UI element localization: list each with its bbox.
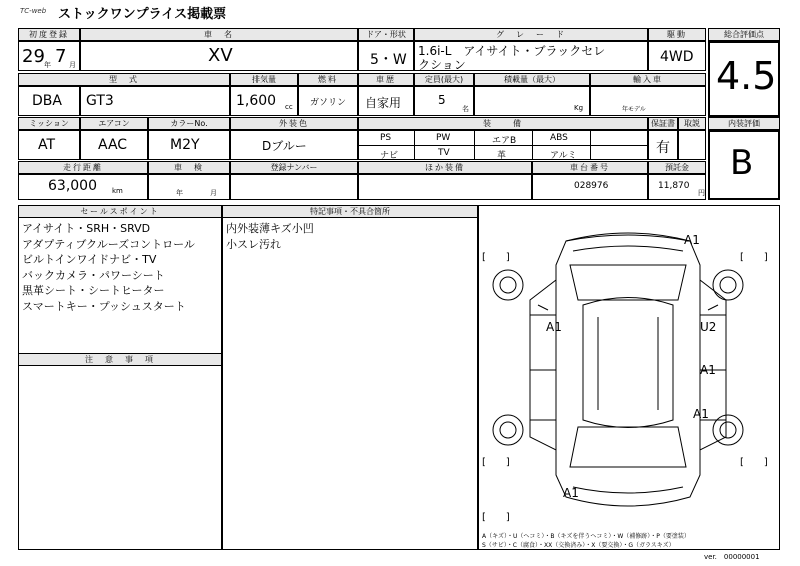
mileage-unit: km	[112, 187, 123, 195]
header-color-no: カラーNo.	[148, 117, 230, 130]
reg-year-unit: 年	[44, 61, 51, 69]
header-reg-number: 登録ナンバー	[230, 161, 358, 174]
import-unit: 年モデル	[622, 106, 646, 113]
header-displacement: 排気量	[230, 73, 298, 86]
header-model: 型 式	[18, 73, 230, 86]
header-car-name: 車 名	[80, 28, 358, 41]
car-diagram	[478, 205, 780, 550]
model-prefix: DBA	[32, 93, 62, 109]
fuel: ガソリン	[310, 98, 347, 108]
bracket-right-bottom: [ ]	[740, 457, 768, 468]
deposit: 11,870	[658, 181, 690, 191]
remarks-list	[226, 221, 314, 252]
header-overall: 総合評価点	[708, 28, 780, 41]
page-title: ストックワンプライス掲載票	[58, 7, 227, 22]
drive: 4WD	[660, 49, 694, 65]
exterior-color: Dブルー	[262, 139, 307, 153]
sales-point: ビルトインワイドナビ・TV	[22, 253, 157, 266]
inspection-cell	[148, 174, 230, 200]
header-grade: グ レ ー ド	[414, 28, 648, 41]
deposit-unit: 円	[698, 189, 705, 197]
equip-tv: TV	[438, 148, 450, 158]
other-equip-cell	[358, 174, 532, 200]
header-other-equip: ほか装備	[358, 161, 532, 174]
import-cell	[590, 86, 706, 116]
front-bumper-inner	[573, 246, 683, 251]
damage-mark: A1	[563, 486, 579, 500]
equip-leather: 革	[497, 151, 507, 161]
sales-points-list	[22, 221, 195, 314]
remark-item: 小スレ汚れ	[226, 237, 281, 251]
model: GT3	[86, 93, 114, 109]
wheel-front-left	[493, 270, 523, 300]
header-door-shape: ドア・形状	[358, 28, 414, 41]
history: 自家用	[365, 96, 402, 110]
equip-alloy: アルミ	[550, 151, 577, 161]
inspection-year-unit: 年	[176, 189, 183, 197]
warranty: 有	[656, 140, 670, 156]
header-exterior: 外装色	[230, 117, 358, 130]
bracket-bottom: [ ]	[482, 512, 510, 523]
sales-point: アイサイト・SRH・SRVD	[22, 222, 151, 235]
legend-line2: S（サビ）・C（腐食）・XX（交換済み）・X（要交換）・G（ガラスキズ）	[482, 542, 675, 549]
header-deposit: 預託金	[648, 161, 706, 174]
header-history: 車歴	[358, 73, 414, 86]
wheel-front-right	[713, 270, 743, 300]
reg-year: 29	[22, 46, 45, 67]
header-notes: 注 意 事 項	[18, 353, 222, 366]
damage-mark: A1	[693, 407, 709, 421]
manual-cell	[678, 130, 706, 160]
equip-navi: ナビ	[380, 151, 399, 161]
version: ver. 00000001	[704, 553, 760, 561]
damage-mark: U2	[700, 320, 717, 334]
header-remarks: 特記事項・不具合箇所	[222, 205, 478, 218]
remarks-box	[222, 205, 478, 550]
car-body-outline	[556, 233, 700, 506]
equip-pw: PW	[436, 133, 451, 143]
header-fuel: 燃料	[298, 73, 358, 86]
sales-point: バックカメラ・パワーシート	[22, 268, 165, 282]
equip-ps: PS	[380, 133, 392, 143]
sales-point: 黒革シート・シートヒーター	[22, 284, 165, 297]
reg-month: 7	[55, 46, 67, 67]
bracket-left-top: [ ]	[482, 252, 510, 263]
header-mileage: 走行距離	[18, 161, 148, 174]
displacement-unit: cc	[285, 103, 293, 111]
sales-point: アダプティブクルーズコントロール	[22, 237, 195, 251]
header-mission: ミッション	[18, 117, 80, 130]
bracket-right-top: [ ]	[740, 252, 768, 263]
displacement: 1,600	[236, 93, 277, 109]
grade-line2: クション	[418, 58, 466, 72]
bracket-left-bottom: [ ]	[482, 457, 510, 468]
damage-mark: A1	[700, 363, 716, 377]
front-bumper	[566, 235, 690, 241]
wheel-rear-left	[493, 415, 523, 445]
remark-item: 内外装薄キズ小凹	[226, 222, 314, 235]
car-name: XV	[208, 45, 233, 66]
interior-score: B	[730, 143, 754, 183]
door-shape: 5・W	[370, 52, 407, 68]
capacity-unit: 名	[462, 105, 469, 113]
load-unit: Kg	[574, 104, 584, 112]
header-load: 積載量（最大）	[474, 73, 590, 86]
damage-mark: A1	[684, 233, 700, 247]
header-aircon: エアコン	[80, 117, 148, 130]
car-hood	[570, 265, 686, 300]
header-equipment: 装 備	[358, 117, 648, 130]
car-roof	[583, 298, 673, 428]
capacity: 5	[438, 93, 446, 107]
logo: TC-web	[20, 7, 47, 15]
color-no: M2Y	[170, 137, 200, 153]
car-number: 028976	[574, 181, 609, 191]
header-interior: 内装評価	[708, 117, 780, 130]
header-capacity: 定員(最大)	[414, 73, 474, 86]
mission: AT	[38, 137, 56, 153]
header-drive: 駆動	[648, 28, 706, 41]
reg-month-unit: 月	[69, 61, 76, 69]
legend-line1: A（キズ）・U（ヘコミ）・B（キズを伴うヘコミ）・W（補修跡）・P（要塗装）	[482, 533, 690, 540]
inspection-month-unit: 月	[210, 189, 217, 197]
header-car-number: 車台番号	[532, 161, 648, 174]
header-import: 輸入車	[590, 73, 706, 86]
mileage: 63,000	[48, 178, 97, 194]
aircon: AAC	[98, 137, 128, 153]
header-manual: 取説	[678, 117, 706, 130]
header-sales-points: セールスポイント	[18, 205, 222, 218]
header-warranty: 保証書	[648, 117, 678, 130]
car-trunk	[570, 427, 686, 467]
sales-point: スマートキー・プッシュスタート	[22, 299, 186, 313]
wheel-rear-right	[713, 415, 743, 445]
load-cell	[474, 86, 590, 116]
overall-score: 4.5	[716, 54, 777, 98]
equip-airbag: エアB	[492, 136, 517, 146]
header-first-reg: 初度登録	[18, 28, 80, 41]
header-inspection: 車 検	[148, 161, 230, 174]
rear-bumper-inner	[573, 487, 683, 493]
reg-number-cell	[230, 174, 358, 200]
equip-abs: ABS	[550, 133, 568, 143]
damage-mark: A1	[546, 320, 562, 334]
grade-line1: 1.6i-L アイサイト・ブラックセレ	[418, 44, 606, 58]
